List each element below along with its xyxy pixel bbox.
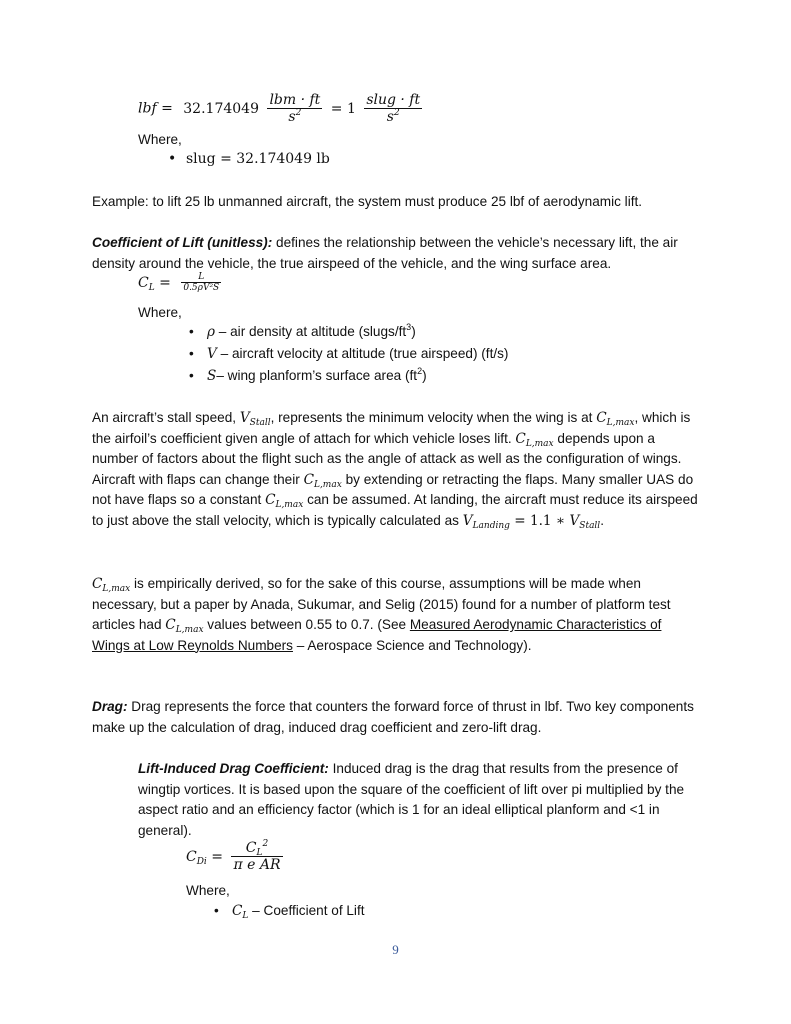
velocity-text: – aircraft velocity at altitude (true airspeed) (ft/s) (216, 346, 509, 361)
surface-text: – wing planform’s surface area (ft (216, 368, 418, 383)
lift-paragraph (92, 233, 702, 274)
stall-paragraph: An aircraft’s stall speed, $V_{Stall}$, represents the minimum velocity when the wing is at $C_{L,max}$, which is the airfoil’s coefficient given angle of attach for which vehicle loses lift. $C_{L,max}$ depends upon a number of factors about the flight such as the angle of attack as well as the configuration of wings. Aircraft with flaps can change their $C_{L,max}$ by extending or retracting the flaps. Many smaller UAS do not have flaps so a constant $C_{L,max}$ can be assumed. At landing, the aircraft must reduce its airspeed to just above the stall velocity, which is typically calculated as $V_{Landing} = 1.1$ ∗ $V_{Stall}$. (92, 410, 698, 531)
bullet-dot: • (189, 368, 194, 383)
induced-drag-paragraph (138, 759, 700, 841)
slug-bullet (168, 151, 330, 167)
bullet-dot: • (168, 151, 177, 167)
cl-max: $C_{L,max}$ (515, 430, 554, 449)
induced-drag-equation (186, 840, 283, 873)
lbf-fraction-2 (364, 92, 422, 125)
cl-max: $C_{L,max}$ (596, 410, 635, 428)
bullet-dot: • (189, 346, 194, 361)
cl-bullet-text: – Coefficient of Lift (248, 903, 365, 918)
where-label-3: Where, (186, 883, 230, 898)
lbf-fraction-1-den: $s^2$ (288, 108, 302, 125)
page-number: 9 (392, 942, 399, 957)
drag-heading: Drag: (92, 699, 128, 714)
lift-heading: Coefficient of Lift (unitless): (92, 235, 273, 250)
v-landing-equation: $V_{Landing} = 1.1$ ∗ $V_{Stall}$ (462, 512, 601, 531)
cl-fraction-den: 0.5ρV²S (183, 283, 220, 293)
clmax-paragraph: $C_{L,max}$ is empirically derived, so for the sake of this course, assumptions will be made when necessary, but a paper by Anada, Sukumar, and Selig (2015) found for a number of platform test articles had $C_{L,max}$ values between 0.55 to 0.7. (See Measured Aerodynamic Characteristics of Wings at Low Reynolds Numbers – Aerospace Science and Technology). (92, 576, 671, 653)
example-paragraph: Example: to lift 25 lb unmanned aircraft, the system must produce 25 lbf of aerodynamic lift. (92, 194, 643, 209)
bullet-surface: • S– wing planform’s surface area $(ft^2)$ (189, 366, 427, 384)
cdi-fraction (231, 840, 282, 873)
drag-text: Drag represents the force that counters the forward force of thrust in lbf. Two key components make up the calculation of drag, induced drag coefficient and zero-lift drag. (92, 699, 694, 735)
cl-max: $C_{L,max}$ (303, 471, 342, 490)
lbf-fraction-2-num: slug · ft (366, 92, 421, 108)
cl-fraction-num: L (181, 272, 221, 283)
bullet-velocity (189, 346, 509, 362)
velocity-symbol: V (207, 346, 217, 362)
bullet-cl (214, 903, 365, 921)
cl-max: $C_{L,max}$ (165, 617, 204, 635)
rho-text: – air density at altitude (slugs/ft (215, 324, 407, 339)
induced-drag-text: Induced drag is the drag that results from the presence of wingtip vortices. It is based upon the square of the coefficient of lift over pi multiplied by the aspect ratio and an efficiency factor (which is 1 for an ideal elliptical planform and <1 in general). (138, 761, 685, 838)
lbf-equals-one: = 1 (330, 100, 356, 117)
where-label-1: Where, (138, 132, 182, 147)
cl-max: $C_{L,max}$ (265, 492, 304, 510)
cl-fraction (181, 272, 221, 293)
v-stall: $V_{Stall}$ (239, 410, 271, 428)
lbf-lhs: lbf = (138, 100, 173, 117)
cl-lhs: $C_L$ = (138, 274, 171, 293)
cdi-fraction-den: π e AR (233, 857, 281, 873)
lbf-fraction-2-den: $s^2$ (386, 108, 400, 125)
lift-equation (138, 272, 221, 293)
lift-text: defines the relationship between the vehicle’s necessary lift, the air density around the vehicle, the true airspeed of the vehicle, and the wing surface area. (92, 235, 678, 271)
surface-symbol: S (207, 368, 217, 384)
bullet-dot: • (214, 903, 219, 918)
slug-bullet-text: slug = 32.174049 lb (186, 151, 330, 167)
bullet-rho: • ρ – air density at altitude $(slugs/ft^3)$ (189, 322, 416, 340)
rho-symbol: ρ (207, 324, 215, 340)
cl-symbol: $C_L$ (232, 903, 249, 921)
lbf-equation (138, 92, 422, 125)
cl-max: $C_{L,max}$ (92, 576, 131, 594)
induced-drag-heading: Lift-Induced Drag Coefficient: (138, 761, 329, 776)
drag-paragraph (92, 697, 702, 738)
lbf-fraction-1-num: lbm · ft (269, 92, 321, 108)
reference-link[interactable]: Measured Aerodynamic Characteristics of Wings at Low Reynolds Numbers (92, 617, 662, 653)
where-label-2: Where, (138, 305, 182, 320)
cdi-lhs: $C_{Di}$ = (186, 848, 224, 867)
lbf-coefficient: 32.174049 (183, 100, 259, 117)
bullet-dot: • (189, 324, 194, 339)
cdi-fraction-num: $C_L^2$ (231, 840, 282, 857)
lbf-fraction-1 (267, 92, 322, 125)
